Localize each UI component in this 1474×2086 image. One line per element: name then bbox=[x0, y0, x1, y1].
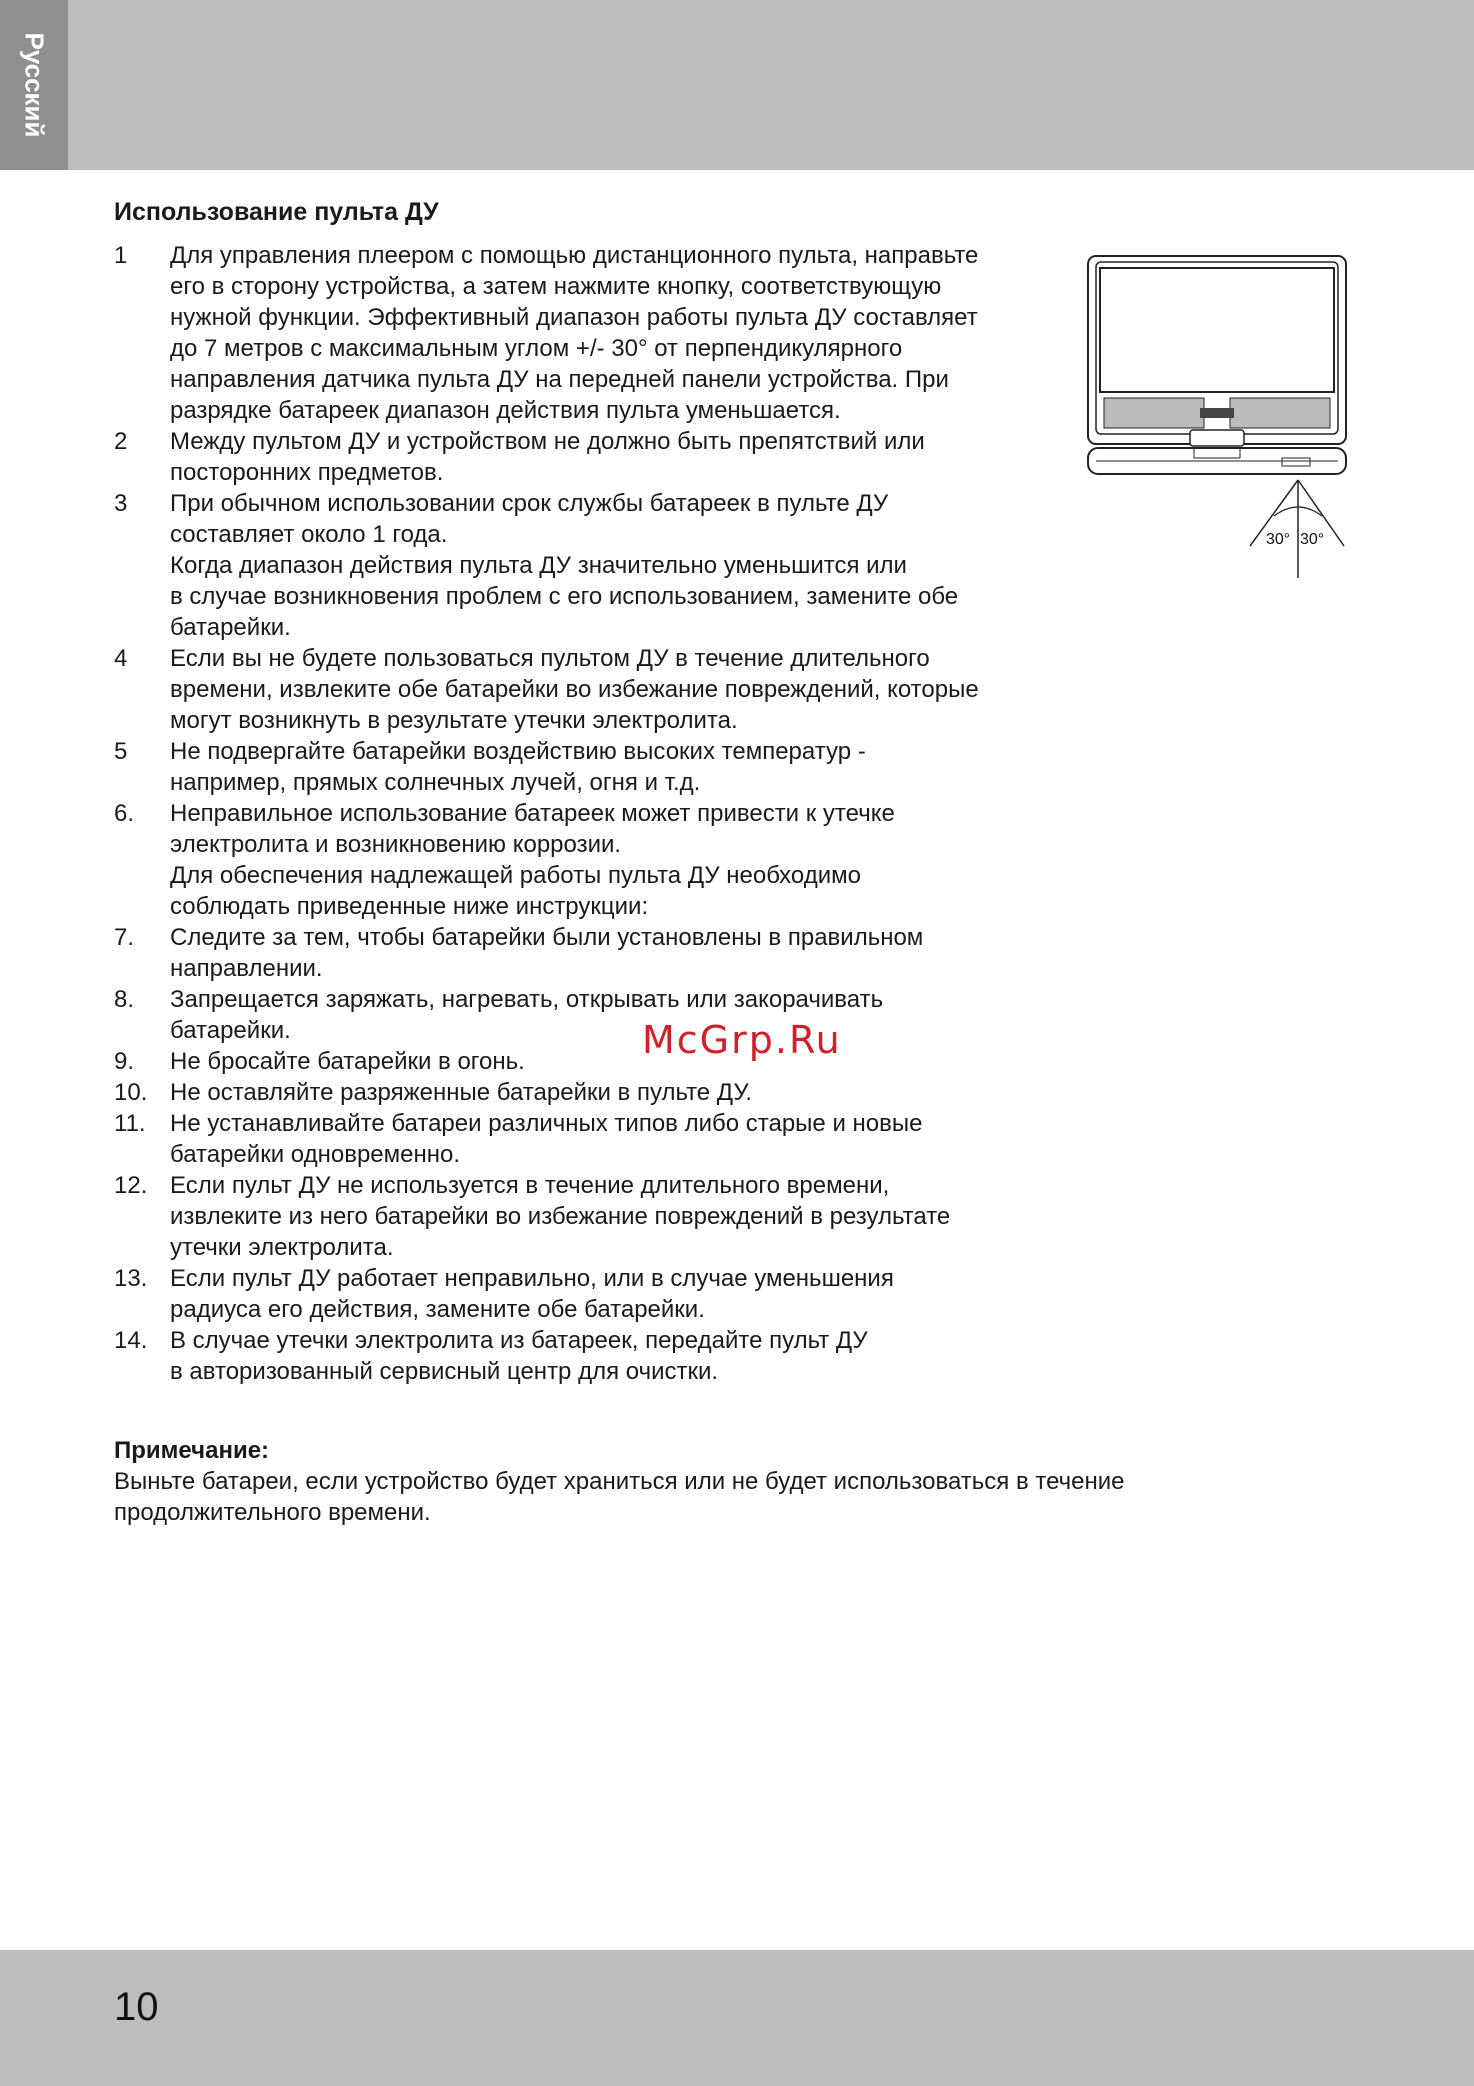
instruction-text: Следите за тем, чтобы батарейки были установлены в правильном направлении. bbox=[170, 924, 924, 982]
note-text: Выньте батареи, если устройство будет храниться или не будет использоваться в течение продолжительного времени. bbox=[114, 1468, 1125, 1526]
instruction-text: Неправильное использование батареек может привести к утечке электролита и возникновению коррозии. Для обеспечения надлежащей работы пульта ДУ необходимо соблюдать приведенные ниже инструкции: bbox=[170, 800, 895, 920]
watermark: McGrp.Ru bbox=[642, 1018, 842, 1062]
instruction-item bbox=[114, 984, 1054, 1046]
instruction-number: 7. bbox=[114, 924, 135, 951]
instruction-text: Не устанавливайте батареи различных типов либо старые и новые батарейки одновременно. bbox=[170, 1110, 923, 1168]
footer-band bbox=[0, 1950, 1474, 2086]
instruction-item bbox=[114, 426, 1054, 488]
instruction-number: 8. bbox=[114, 986, 135, 1013]
instruction-item bbox=[114, 1170, 1054, 1263]
instruction-item bbox=[114, 488, 1054, 643]
player-screen bbox=[1100, 268, 1334, 392]
instruction-text: При обычном использовании срок службы батареек в пульте ДУ составляет около 1 года. Когда диапазон действия пульта ДУ значительно уменьшится или в случае возникновения проблем с его использованием, замените обе батарейки. bbox=[170, 490, 959, 641]
instruction-item bbox=[114, 1046, 1054, 1077]
section-title: Использование пульта ДУ bbox=[114, 198, 439, 226]
angle-left-label: 30° bbox=[1266, 531, 1291, 548]
instruction-text: Между пультом ДУ и устройством не должно быть препятствий или посторонних предметов. bbox=[170, 428, 925, 486]
instruction-item bbox=[114, 240, 1054, 426]
instruction-number: 2 bbox=[114, 428, 128, 455]
instruction-text: Запрещается заряжать, нагревать, открывать или закорачивать батарейки. bbox=[170, 986, 884, 1044]
instruction-item bbox=[114, 736, 1054, 798]
instruction-text: Если пульт ДУ не используется в течение длительного времени, извлеките из него батарейки во избежание повреждений в результате утечки электролита. bbox=[170, 1172, 951, 1261]
main-content bbox=[114, 197, 1125, 1528]
instruction-item bbox=[114, 1077, 1054, 1108]
instruction-number: 1 bbox=[114, 242, 128, 269]
instruction-item bbox=[114, 643, 1054, 736]
instruction-number: 10. bbox=[114, 1079, 148, 1106]
device-remote-angle-illustration bbox=[1082, 248, 1352, 588]
instruction-number: 14. bbox=[114, 1327, 148, 1354]
instruction-number: 11. bbox=[114, 1110, 146, 1137]
speaker-left bbox=[1104, 398, 1204, 428]
instruction-number: 6. bbox=[114, 800, 135, 827]
instruction-text: В случае утечки электролита из батареек, передайте пульт ДУ в авторизованный сервисный центр для очистки. bbox=[170, 1327, 868, 1385]
instruction-number: 13. bbox=[114, 1265, 148, 1292]
instruction-number: 3 bbox=[114, 490, 128, 517]
instruction-text: Для управления плеером с помощью дистанционного пульта, направьте его в сторону устройства, а затем нажмите кнопку, соответствующую нужной функции. Эффективный диапазон работы пульта ДУ составляет до 7 метров с максимальным углом +/- 30° от перпендикулярного направления датчика пульта ДУ на передней панели устройства. При разрядке батареек диапазон действия пульта уменьшается. bbox=[170, 242, 979, 424]
instruction-text: Не подвергайте батарейки воздействию высоких температур - например, прямых солнечных лучей, огня и т.д. bbox=[170, 738, 866, 796]
instruction-number: 5 bbox=[114, 738, 128, 765]
instruction-number: 12. bbox=[114, 1172, 148, 1199]
instruction-text: Не бросайте батарейки в огонь. bbox=[170, 1048, 525, 1075]
note-title: Примечание: bbox=[114, 1437, 270, 1464]
language-tab bbox=[0, 0, 68, 170]
page-number: 10 bbox=[114, 1985, 159, 2029]
instruction-number: 9. bbox=[114, 1048, 135, 1075]
instruction-text: Если пульт ДУ работает неправильно, или в случае уменьшения радиуса его действия, замените обе батарейки. bbox=[170, 1265, 894, 1323]
instruction-text: Если вы не будете пользоваться пультом ДУ в течение длительного времени, извлеките обе батарейки во избежание повреждений, которые могут возникнуть в результате утечки электролита. bbox=[170, 645, 979, 734]
instruction-item bbox=[114, 798, 1054, 922]
instruction-item bbox=[114, 1108, 1054, 1170]
brand-plate bbox=[1200, 408, 1234, 418]
instruction-text: Не оставляйте разряженные батарейки в пульте ДУ. bbox=[170, 1079, 753, 1106]
speaker-right bbox=[1230, 398, 1330, 428]
angle-right-label: 30° bbox=[1300, 531, 1325, 548]
instruction-list bbox=[114, 240, 1054, 1387]
language-tab-label: Русский bbox=[19, 32, 50, 138]
instruction-item bbox=[114, 1325, 1054, 1387]
instruction-number: 4 bbox=[114, 645, 128, 672]
instruction-item bbox=[114, 1263, 1054, 1325]
instruction-item bbox=[114, 922, 1054, 984]
header-band bbox=[0, 0, 1474, 170]
